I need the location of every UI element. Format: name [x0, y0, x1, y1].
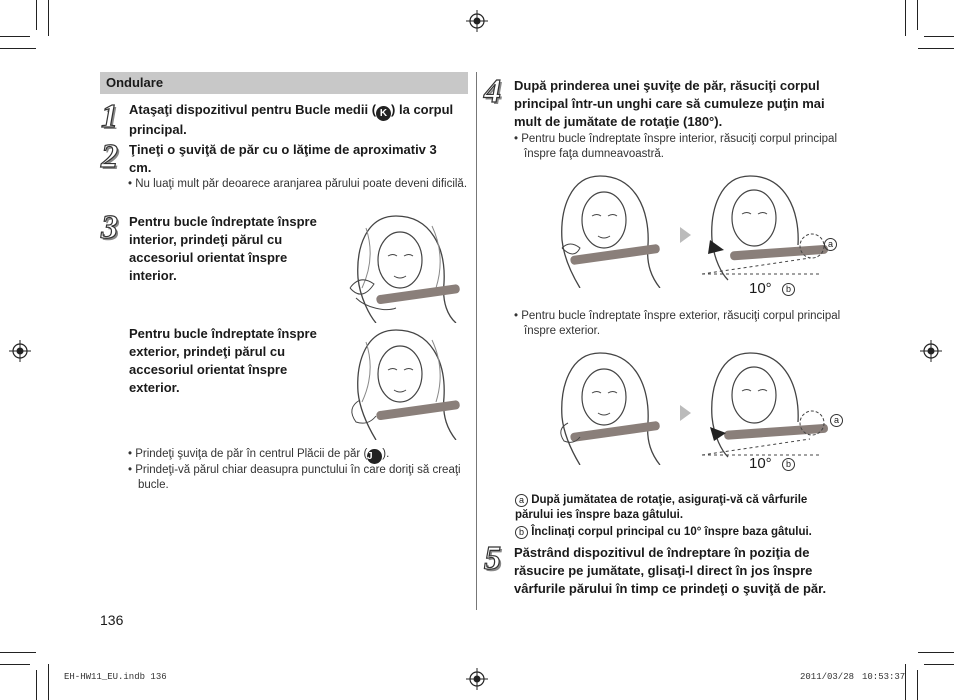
footer-file: EH-HW11_EU.indb 136: [64, 672, 167, 682]
crop-mark: [36, 670, 37, 700]
step-3-bullet-2: • Prindeţi-vă părul chiar deasupra punctului în care doriţi să creaţi bucle.: [128, 463, 468, 493]
step-2-number: 2: [101, 138, 118, 175]
step-2-bullet: • Nu luaţi mult păr deoarece aranjarea părului poate deveni dificilă.: [128, 177, 468, 192]
step-4-bullet-outward: • Pentru bucle îndreptate înspre exterior, răsuciţi corpul principal înspre exterior.: [514, 309, 854, 339]
registration-mark-icon: [466, 10, 488, 32]
crop-mark: [917, 670, 918, 700]
hair-curl-inward-illustration: [336, 208, 464, 323]
crop-mark: [48, 0, 49, 36]
marker-a-icon: a: [824, 238, 837, 251]
crop-mark: [918, 48, 954, 49]
step-1-text-b: ) la corpul principal.: [129, 102, 454, 137]
step-3-outward-text: Pentru bucle îndreptate înspre exterior, prindeţi părul cu accesoriul orientat înspre exterior.: [129, 326, 317, 395]
next-arrow-icon: [680, 227, 691, 243]
marker-b-icon: b: [782, 283, 795, 296]
section-title: Ondulare: [106, 75, 164, 90]
step-4-text: După prinderea unei şuviţe de păr, răsuciţi corpul principal într-un unghi care să cumuleze puţin mai mult de jumătate de rotaţie (180°).: [514, 78, 825, 129]
note-b: [515, 525, 855, 540]
crop-mark: [36, 0, 37, 30]
marker-a-icon: a: [515, 494, 528, 507]
step-1-number: 1: [101, 98, 118, 135]
hair-curl-outward-illustration: [336, 322, 464, 440]
step-3-inward-text: Pentru bucle îndreptate înspre interior, prindeţi părul cu accesoriul orientat înspre interior.: [129, 214, 317, 283]
crop-mark: [48, 664, 49, 700]
step-3-bullet-1: [128, 447, 478, 464]
next-arrow-icon: [680, 405, 691, 421]
step-2-text: Ţineţi o şuviţă de păr cu o lăţime de aproximativ 3 cm.: [129, 142, 437, 175]
angle-label-1: 10°: [749, 280, 772, 297]
note-b-text: Înclinaţi corpul principal cu 10° înspre baza gâtului.: [531, 526, 812, 538]
angle-label-2: 10°: [749, 455, 772, 472]
page-number: 136: [100, 612, 124, 628]
step-3-number: 3: [101, 209, 118, 246]
step-4-bullet-inward: • Pentru bucle îndreptate înspre interior, răsuciţi corpul principal înspre faţa dumneavoastră.: [514, 132, 869, 162]
hair-plate-j-icon: J: [367, 449, 382, 464]
step-5-text: Păstrând dispozitivul de îndreptare în poziţia de răsucire pe jumătate, glisaţi-l direct în jos înspre vârfurile părului în timp ce prindeţi o şuviţă de păr.: [514, 545, 827, 596]
registration-mark-icon: [466, 668, 488, 690]
step-4-number: 4: [484, 73, 501, 110]
accessory-k-icon: K: [376, 106, 391, 121]
step-3-bullet-1-b: ).: [382, 448, 390, 460]
crop-mark: [924, 36, 954, 37]
crop-mark: [917, 0, 918, 30]
column-divider: [476, 72, 477, 610]
twist-inward-before-illustration: [540, 170, 668, 288]
step-1-text-a: Ataşaţi dispozitivul pentru Bucle medii (: [129, 102, 377, 117]
crop-mark: [0, 48, 36, 49]
footer-date: 2011/03/28: [800, 672, 855, 682]
crop-mark: [905, 0, 906, 36]
registration-mark-icon: [9, 340, 31, 362]
note-a-text: După jumătatea de rotaţie, asiguraţi-vă că vârfurile părului ies înspre baza gâtului.: [515, 494, 808, 521]
crop-mark: [924, 664, 954, 665]
marker-b-icon: b: [782, 458, 795, 471]
section-header: [100, 72, 468, 94]
step-1-text: [129, 101, 469, 139]
crop-mark: [0, 36, 30, 37]
crop-mark: [918, 652, 954, 653]
crop-mark: [0, 664, 30, 665]
marker-a-icon: a: [830, 414, 843, 427]
crop-mark: [905, 664, 906, 700]
registration-mark-icon: [920, 340, 942, 362]
marker-b-icon: b: [515, 526, 528, 539]
step-3-bullet-1-a: Prindeţi şuviţa de păr în centrul Plăcii de păr (: [135, 448, 368, 460]
note-a: [515, 493, 845, 523]
step-5-number: 5: [484, 540, 501, 577]
crop-mark: [0, 652, 36, 653]
twist-outward-before-illustration: [540, 347, 668, 465]
footer-time: 10:53:37: [862, 672, 906, 682]
